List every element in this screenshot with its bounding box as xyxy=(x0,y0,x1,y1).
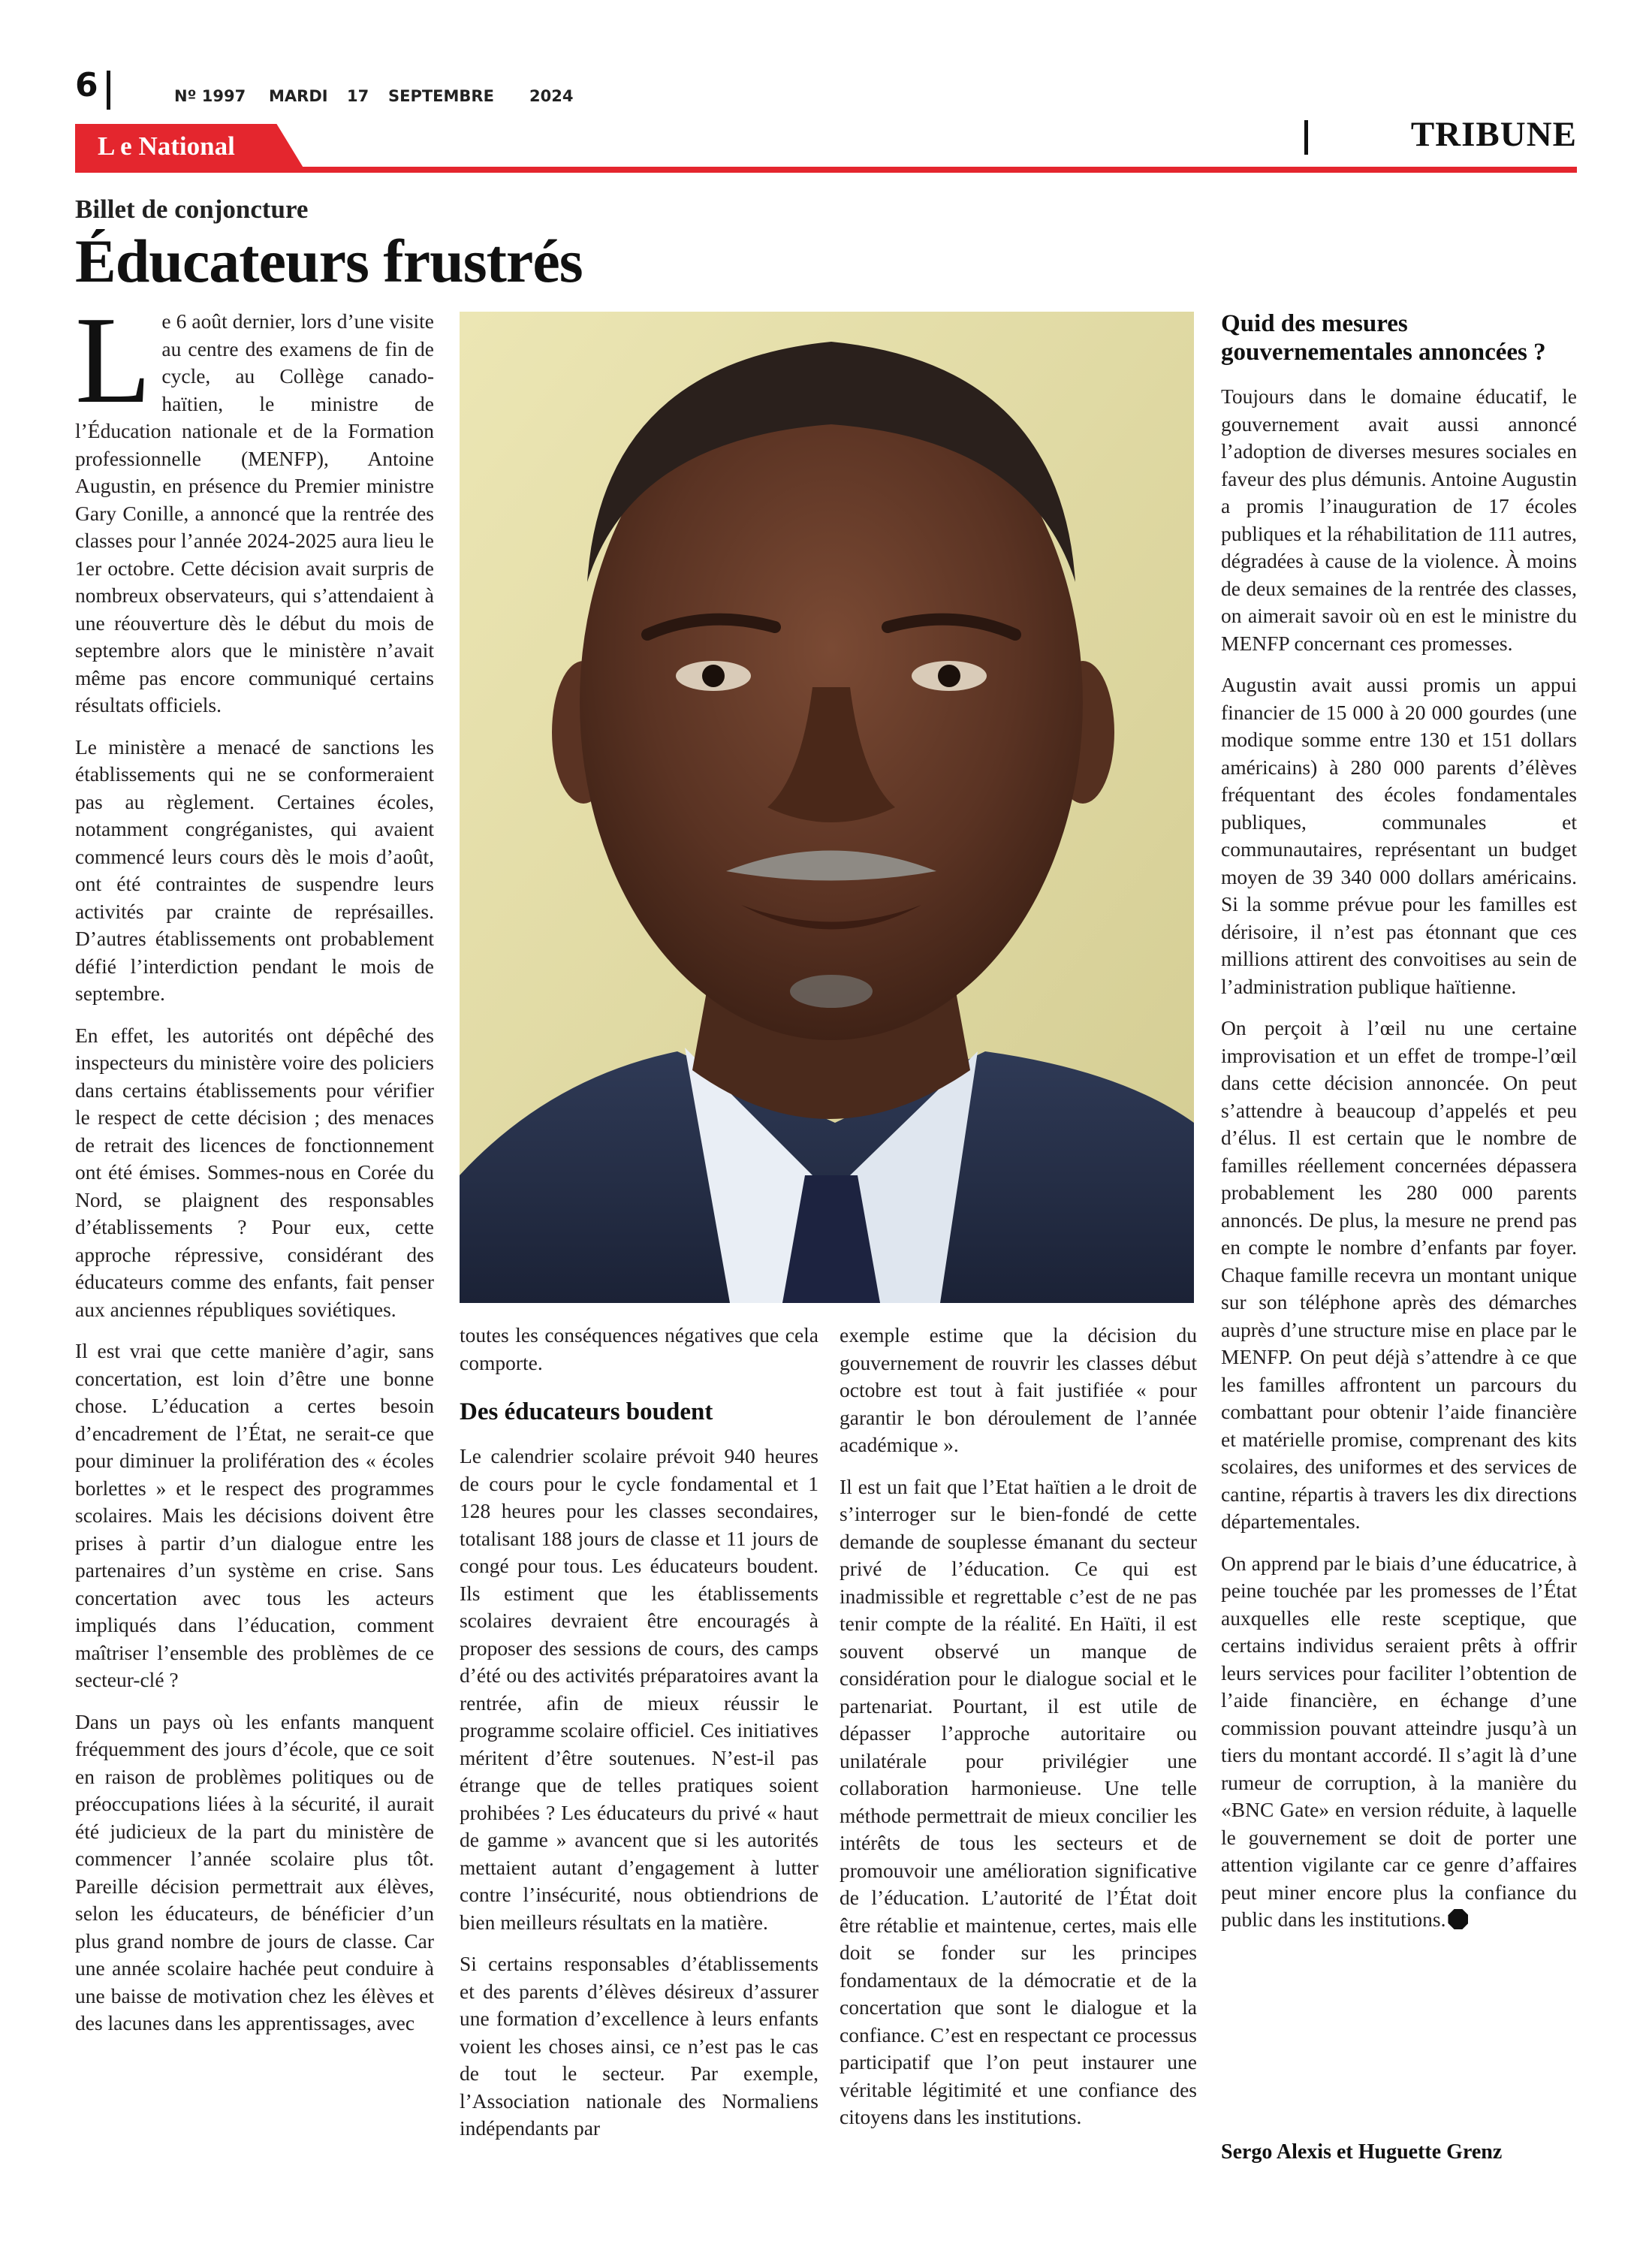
article-paragraph: Si certains responsables d’établissements et des parents d’élèves désireux d’assurer une formation d’excellence à leurs enfants voient les choses ainsi, ce n’est pas le cas de tout le secteur. Par exemple, l’Association nationale des Normaliens indépendants par xyxy=(460,1952,818,2140)
issue-month: SEPTEMBRE xyxy=(388,87,494,105)
section-label: TRIBUNE xyxy=(1410,115,1577,154)
drop-cap: L xyxy=(75,291,152,429)
article-paragraph: Le calendrier scolaire prévoit 940 heures de cours pour le cycle fondamental et 1 128 heures pour les classes secondaires, totalisant 188 jours de classe et 11 jours de congé pour tous. Les éducateurs boudent. Ils estiment que les établissements scolaires devraient être encouragés à proposer des sessions de cours, des camps d’été ou des activités préparatoires avant la rentrée, afin de mieux réussir le programme scolaire officiel. Ces initiatives méritent d’être soutenues. N’est-il pas étrange que de telles pratiques soient prohibées ? Les éducateurs du privé « haut de gamme » avancent que si les autorités mettaient autant d’engagement à lutter contre l’insécurité, nous obtiendrions de bien meilleurs résultats en la matière. xyxy=(460,1444,818,1934)
article-paragraph: Il est vrai que cette manière d’agir, sans concertation, est loin d’être une bonne chose. L’éducation a certes besoin d’encadrement de l’État, ne serait-ce que pour diminuer la prolifération des « écoles borlettes » et le respect des programmes scolaires. Mais les décisions doivent être prises à partir d’un dialogue entre les partenaires d’un système en crise. Sans concertation avec tous les acteurs impliqués dans l’éducation, comment maîtriser l’ensemble des problèmes de ce secteur-clé ? xyxy=(75,1339,434,1691)
end-of-article-icon xyxy=(1448,1909,1468,1929)
article-paragraph: exemple estime que la décision du gouvernement de rouvrir les classes début octobre est tout à fait justifiée « pour garantir le bon déroulement de l’année académique ». xyxy=(840,1323,1197,1456)
header-rule xyxy=(75,167,1577,173)
article-paragraph: Toujours dans le domaine éducatif, le gouvernement avait aussi annoncé l’adoption de diverses mesures sociales en faveur des plus démunis. Antoine Augustin a promis l’inauguration de 17 écoles publiques et la réhabilitation de 111 autres, dégradées à cause de la violence. À moins de deux semaines de la rentrée des classes, on aimerait savoir où en est le ministre du MENFP concernant ces promesses. xyxy=(1221,385,1577,655)
article-subheading: Des éducateurs boudent xyxy=(460,1398,713,1425)
issue-year: 2024 xyxy=(529,87,574,105)
article-paragraph: Dans un pays où les enfants manquent fréquemment des jours d’école, que ce soit en raison de problèmes politiques ou de préoccupations liées à la sécurité, il aurait été judicieux de la part du ministère de commencer l’année scolaire plus tôt. Pareille décision permettrait aux élèves, selon les éducateurs, de bénéficier d’un plus grand nombre de jours de classe. Car une année scolaire hachée peut conduire à une baisse de motivation chez les élèves et des lacunes dans les apprentissages, avec xyxy=(75,1709,434,2034)
issue-number: Nº 1997 xyxy=(174,87,246,105)
article-paragraph xyxy=(75,291,434,719)
article-photo xyxy=(460,312,1194,1303)
article-paragraph: On perçoit à l’œil nu une certaine improvisation et un effet de trompe-l’œil dans cette décision annoncée. On peut s’attendre à beaucoup d’appelés et peu d’élus. Il est certain que le nombre de familles réellement concernées dépassera probablement les 280 000 parents annoncés. De plus, la mesure ne prend pas en compte le nombre d’enfants par foyer. Chaque famille recevra un montant unique sur son téléphone après des démarches auprès d’une structure mise en place par le MENFP. On peut déjà s’attendre à ce que les familles affrontent un parcours du combattant pour obtenir l’aide financière et matérielle promise, comprenant des kits scolaires, des uniformes et des services de cantine, répartis à travers les dix directions départementales. xyxy=(1221,1016,1577,1533)
page-number: 6 xyxy=(75,66,98,104)
article-paragraph: Il est un fait que l’Etat haïtien a le droit de s’interroger sur le bien-fondé de cette demande de souplesse émanant du secteur privé de l’éducation. Ce qui est inadmissible et regrettable c’est de ne pas tenir compte de la réalité. En Haïti, il est souvent observé un manque de considération pour le dialogue social et le partenariat. Pourtant, il est utile de dépasser l’approche autoritaire ou unilatérale pour privilégier une collaboration harmonieuse. Une telle méthode permettrait de mieux concilier les intérêts de tous les secteurs et de promouvoir une amélioration significative de l’éducation. L’autorité de l’État doit être rétablie et maintenue, certes, mais elle doit se fonder sur les principes fondamentaux de la démocratie et de la concertation que sont le dialogue et la confiance. C’est en respectant ce processus participatif que l’on peut instaurer une véritable légitimité et une confiance des citoyens dans les institutions. xyxy=(840,1474,1197,2128)
article-headline: Éducateurs frustrés xyxy=(75,227,583,295)
article-subheading: Quid des mesures gouvernementales annoncées ? xyxy=(1221,310,1546,366)
article-paragraph: toutes les conséquences négatives que cela comporte. xyxy=(460,1323,818,1374)
brand-logo-text: L e National xyxy=(98,131,235,161)
article-kicker: Billet de conjoncture xyxy=(75,195,309,224)
article-column-4 xyxy=(1221,309,1577,1948)
paragraph-text: On apprend par le biais d’une éducatrice, à peine touchée par les promesses de l’État auxquelles elle reste sceptique, que certains individus seraient prêts à offrir leurs services pour faciliter l’obtention de l’aide financière, en échange d’une commission pouvant atteindre jusqu’à un tiers du montant accordé. Il s’agit là d’une rumeur de corruption, à la manière du «BNC Gate» en version réduite, à laquelle le gouvernement se doit de porter une attention vigilante car ce genre d’affaires peut miner encore plus la confiance du public dans les institutions. xyxy=(1221,1551,1577,1931)
article-paragraph: Augustin avait aussi promis un appui financier de 15 000 à 20 000 gourdes (une modique somme entre 130 et 151 dollars américains) à 280 000 parents d’élèves fréquentant des écoles fondamentales publiques, communales et communautaires, représentant un budget moyen de 39 340 000 dollars américains. Si la somme prévue pour les familles est dérisoire, il n’est pas étonnant que ces millions attirent des convoitises au sein de l’administration publique haïtienne. xyxy=(1221,673,1577,998)
article-byline: Sergo Alexis et Huguette Grenz xyxy=(1221,2140,1503,2164)
article-paragraph: Le ministère a menacé de sanctions les établissements qui ne se conformeraient pas au règlement. Certaines écoles, notamment congréganistes, qui avaient commencé leurs cours dès le mois d’août, ont été contraintes de suspendre leurs activités par crainte de représailles. D’autres établissements ont probablement défié l’interdiction pendant le mois de septembre. xyxy=(75,734,434,1005)
article-column-3 xyxy=(840,1322,1197,2146)
page-number-divider xyxy=(107,71,110,110)
article-column-1 xyxy=(75,291,434,2052)
paragraph-text: e 6 août dernier, lors d’une visite au centre des examens de fin de cycle, au Collège canado-haïtien, le ministre de l’Éducation nationale et de la Formation professionnelle (MENFP), Antoine Augustin, en présence du Premier ministre Gary Conille, a annoncé que la rentrée des classes pour l’année 2024-2025 aura lieu le 1er octobre. Cette décision avait surpris de nombreux observateurs, qui s’attendaient à une réouverture dès le début du mois de septembre alors que le ministère n’avait même pas encore communiqué certains résultats officiels. xyxy=(75,309,434,716)
issue-weekday: MARDI xyxy=(269,87,328,105)
portrait-illustration xyxy=(460,312,1194,1303)
article-paragraph xyxy=(1221,1550,1577,1934)
article-paragraph: En effet, les autorités ont dépêché des inspecteurs du ministère voire des policiers dans certains établissements pour vérifier le respect de cette décision ; des menaces de retrait des licences de fonctionnement ont été émises. Sommes-nous en Corée du Nord, se plaignent des responsables d’établissements ? Pour eux, cette approche répressive, considérant des éducateurs comme des enfants, fait penser aux anciennes républiques soviétiques. xyxy=(75,1023,434,1321)
issue-day: 17 xyxy=(347,87,369,105)
article-column-2 xyxy=(460,1322,818,2157)
section-divider xyxy=(1304,120,1308,155)
